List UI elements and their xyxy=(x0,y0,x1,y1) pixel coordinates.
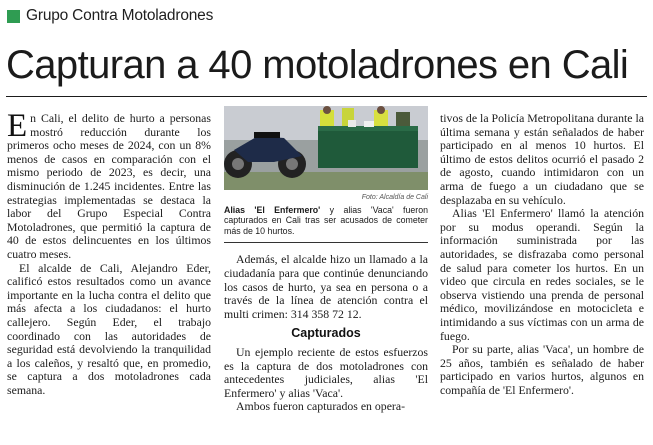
paragraph-call-to-action: Además, el alcalde hizo un llamado a la ciudadanía para que continúe denunciando los casos de hurto, ya sea en persona o a través de la línea de atención contra el multi crimen: 314 358 72 12. xyxy=(224,252,428,321)
headline: Capturan a 40 motoladrones en Cali xyxy=(6,43,629,87)
dropcap: E xyxy=(7,108,28,144)
photo-credit: Foto: Alcaldía de Cali xyxy=(361,194,428,201)
paragraph-intro xyxy=(7,108,211,262)
photo-caption xyxy=(224,205,428,237)
paragraph-operations-continued: tivos de la Policía Metropolitana durante la última semana y están señalados de haber participado en al menos 10 hurtos. El último de estos delitos ocurrió el pasado 2 de agosto, cuando intimidaron con un arma de fuego a un ciudadano que se desplazaba en su vehículo. xyxy=(440,111,644,207)
article-column-1 xyxy=(7,108,211,397)
article-column-3 xyxy=(440,112,644,397)
photo-illustration xyxy=(224,106,428,190)
photo-caption-bold: Alias 'El Enfermero' xyxy=(224,204,321,215)
paragraph-modus-operandi: Alias 'El Enfermero' llamó la atención por su modus operandi. Según la información suministrada por las autoridades, se disfrazaba como personal de salud para cometer los hurtos. En un video que circula en redes sociales, se le observa vistiendo una prenda de personal médico, movilizándose en motocicleta e intimidando a sus víctimas con un arma de fuego. xyxy=(440,206,644,343)
section-marker-icon xyxy=(7,10,20,23)
section-header xyxy=(7,5,213,27)
caption-divider xyxy=(224,242,428,243)
paragraph-operations-start: Ambos fueron capturados en opera- xyxy=(236,399,406,414)
paragraph-intro-text: n Cali, el delito de hurto a personas mostró reducción durante los primeros ocho meses de 2024, con un 8% menos de casos en comparación con el mismo periodo de 2023, es decir, una disminución de 1.245 incidentes. Entre las estrategias implementadas se destaca la labor del Grupo Especial Contra Motoladrones, que permitió la captura de 40 de estos delincuentes en los últimos cuatro meses. xyxy=(7,111,211,261)
paragraph-example: Un ejemplo reciente de estos esfuerzos es la captura de dos motoladrones con antecedentes judiciales, alias 'El Enfermero' y alias 'Vaca'. xyxy=(224,344,428,400)
section-label: Grupo Contra Motoladrones xyxy=(26,7,214,24)
paragraph-vaca: Por su parte, alias 'Vaca', un hombre de 25 años, también es señalado de haber participado en varios hurtos, algunos en compañía de 'El Enfermero'. xyxy=(440,342,644,397)
article-column-2 xyxy=(224,112,428,414)
photo-caption-text: y alias 'Vaca' fueron capturados en Cali tras ser acusados de cometer más de 10 hurtos. xyxy=(224,204,428,236)
subhead-capturados: Capturados xyxy=(291,326,361,341)
paragraph-mayor: El alcalde de Cali, Alejandro Eder, calificó estos resultados como un avance importante en la lucha contra el delito que más afecta a los ciudadanos: el hurto callejero. Según Eder, el trabajo coordinado con las autoridades de seguridad está devolviendo la tranquilidad a los caleños, y resaltó que, en promedio, se captura a dos motoladrones cada semana. xyxy=(7,260,211,397)
news-photo xyxy=(224,106,428,190)
headline-divider xyxy=(6,96,647,97)
